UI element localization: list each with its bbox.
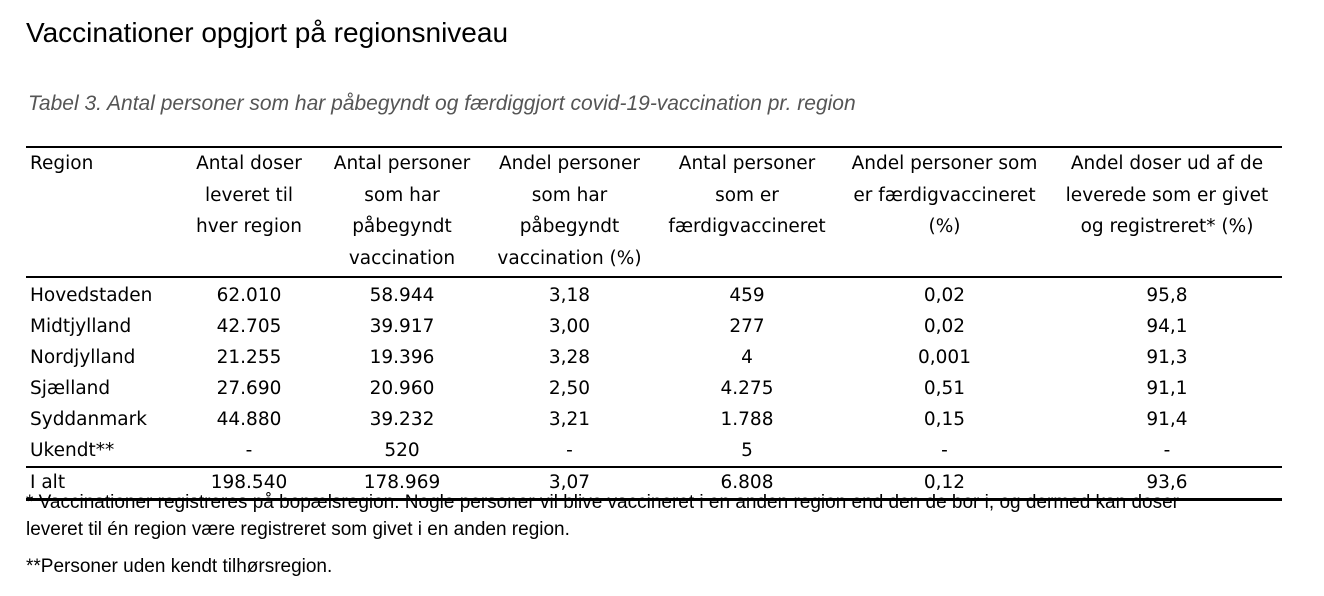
table-header-row <box>26 147 1282 277</box>
table-row <box>26 277 1282 311</box>
cell-share-completed: 0,02 <box>923 316 966 337</box>
header-share-completed: Andel personer som er færdigvaccineret (%) <box>851 153 1038 237</box>
cell-region: Syddanmark <box>30 409 147 430</box>
cell-share-doses-given: 91,1 <box>1146 378 1188 399</box>
cell-share-doses-given: 94,1 <box>1146 316 1188 337</box>
table-caption: Tabel 3. Antal personer som har påbegyndt og færdiggjort covid-19-vaccination pr. region <box>28 92 856 115</box>
cell-persons-completed: 6.808 <box>657 467 837 500</box>
cell-share-started: 3,00 <box>548 316 591 337</box>
footnotes <box>26 489 1206 580</box>
cell-share-doses-given: 95,8 <box>1146 285 1188 306</box>
header-doses-delivered: Antal doser leveret til hver region <box>195 153 303 237</box>
cell-region: Midtjylland <box>30 316 132 337</box>
cell-share-completed: - <box>941 440 948 461</box>
cell-persons-started: 39.232 <box>369 409 435 430</box>
cell-doses-delivered: 21.255 <box>216 347 282 368</box>
cell-doses-delivered: - <box>245 440 253 461</box>
cell-share-started: 3,28 <box>548 347 591 368</box>
cell-region: Ukendt** <box>30 440 115 461</box>
table-row <box>26 404 1282 435</box>
cell-doses-delivered: 198.540 <box>176 467 322 500</box>
cell-share-started: 3,21 <box>548 409 591 430</box>
cell-region: I alt <box>26 467 176 500</box>
header-region: Region <box>30 153 94 174</box>
header-share-doses-given: Andel doser ud af de leverede som er givet og registreret* (%) <box>1065 153 1269 237</box>
cell-persons-started: 20.960 <box>369 378 435 399</box>
cell-doses-delivered: 27.690 <box>216 378 282 399</box>
cell-share-started: 3,18 <box>548 285 591 306</box>
cell-share-doses-given: - <box>1163 440 1171 461</box>
cell-persons-started: 520 <box>384 440 420 461</box>
cell-region: Sjælland <box>30 378 111 399</box>
table-body <box>26 277 1282 500</box>
cell-region: Hovedstaden <box>30 285 153 306</box>
vaccination-table-container <box>26 146 1282 501</box>
cell-persons-completed: 277 <box>729 316 765 337</box>
cell-persons-started: 58.944 <box>369 285 435 306</box>
cell-share-started: 3,07 <box>482 467 657 500</box>
cell-persons-started: 19.396 <box>369 347 435 368</box>
cell-persons-completed: 5 <box>741 440 753 461</box>
cell-share-started: 2,50 <box>548 378 591 399</box>
cell-share-started: - <box>566 440 573 461</box>
cell-persons-completed: 459 <box>729 285 765 306</box>
cell-doses-delivered: 42.705 <box>216 316 282 337</box>
table-row <box>26 342 1282 373</box>
table-row <box>26 373 1282 404</box>
cell-share-doses-given: 91,4 <box>1146 409 1188 430</box>
table-row <box>26 435 1282 467</box>
cell-share-completed: 0,001 <box>918 347 971 368</box>
header-persons-completed: Antal personer som er færdigvaccineret <box>668 153 826 237</box>
cell-share-completed: 0,02 <box>923 285 966 306</box>
cell-region: Nordjylland <box>30 347 136 368</box>
cell-persons-completed: 4 <box>741 347 753 368</box>
cell-share-completed: 0,12 <box>837 467 1052 500</box>
cell-share-completed: 0,51 <box>923 378 966 399</box>
table-row <box>26 311 1282 342</box>
cell-persons-completed: 1.788 <box>720 409 774 430</box>
page-title: Vaccinationer opgjort på regionsniveau <box>26 17 509 48</box>
cell-doses-delivered: 62.010 <box>216 285 282 306</box>
cell-persons-started: 39.917 <box>369 316 435 337</box>
header-share-started: Andel personer som har påbegyndt vaccination (%) <box>497 153 642 269</box>
cell-share-completed: 0,15 <box>923 409 966 430</box>
footnote-1: * Vaccinationer registreres på bopælsregion. Nogle personer vil blive vaccineret i en anden region end den de bor i, og dermed kan doser leveret til én region være registreret som givet i en anden region. <box>26 492 1179 540</box>
cell-share-doses-given: 91,3 <box>1146 347 1188 368</box>
cell-persons-completed: 4.275 <box>720 378 774 399</box>
cell-persons-started: 178.969 <box>322 467 482 500</box>
header-persons-started: Antal personer som har påbegyndt vaccination <box>333 153 471 269</box>
cell-share-doses-given: 93,6 <box>1052 467 1282 500</box>
cell-doses-delivered: 44.880 <box>216 409 282 430</box>
footnote-2: **Personer uden kendt tilhørsregion. <box>26 556 333 577</box>
vaccination-region-table <box>26 146 1282 501</box>
